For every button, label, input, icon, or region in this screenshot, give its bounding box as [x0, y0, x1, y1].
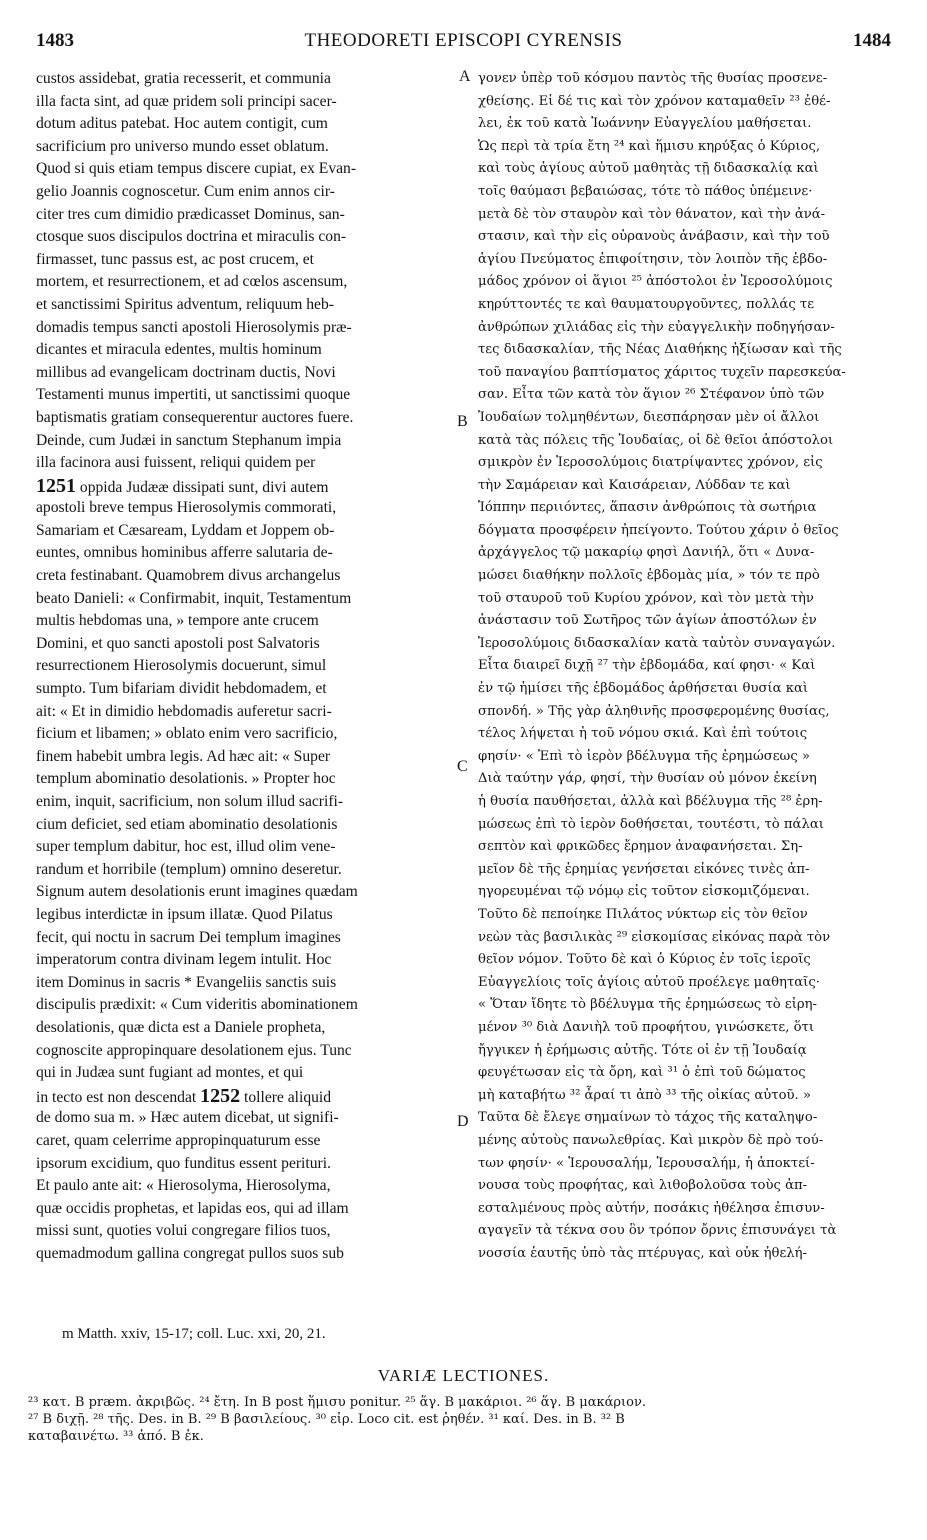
greek-column [478, 68, 892, 1265]
latin-line: sacrificium pro universo mundo esset oblatum. [36, 137, 329, 155]
page-number-left: 1483 [36, 30, 74, 51]
greek-line: Ὡς περὶ τὰ τρία ἔτη ²⁴ καὶ ἥμισυ κηρύξας ὁ Κύριος, [478, 138, 821, 154]
greek-line: καὶ τοὺς ἁγίους αὐτοῦ μαθητὰς τῇ διδασκαλίᾳ καὶ [478, 161, 819, 177]
greek-line: μώσει διαθήκην πολλοῖς ἑβδομὰς μία, » τόν τε πρὸ [478, 568, 820, 584]
greek-line: τες διδασκαλίαν, τῆς Νέας Διαθήκης ἠξίωσαν καὶ τῆς [478, 342, 842, 358]
greek-line: τὴν Σαμάρειαν καὶ Καισάρειαν, Λύδδαν τε καὶ [478, 477, 791, 493]
greek-line: Ἱεροσολύμοις διδασκαλίαν κατὰ ταὐτὸν συναγαγών. [478, 635, 836, 651]
greek-line: μώσεως ἐπὶ τὸ ἱερὸν δοθήσεται, τουτέστι, τὸ πάλαι [478, 816, 824, 832]
latin-line: Deinde, cum Judæi in sanctum Stephanum impia [36, 431, 342, 449]
greek-line: μὴ καταβήτω ³² ἆραί τι ἀπὸ ³³ τῆς οἰκίας αὐτοῦ. » [478, 1087, 812, 1103]
greek-line: νεὼν τὰς βασιλικὰς ²⁹ εἰσκομίσας εἰκόνας παρὰ τὸν [478, 929, 831, 945]
latin-line: Et paulo ante ait: « Hierosolyma, Hierosolyma, [36, 1177, 331, 1195]
variant-line: καταβαινέτω. ³³ ἀπό. B ἐκ. [28, 1429, 204, 1444]
latin-line: quemadmodum gallina congregat pullos suos sub [36, 1244, 344, 1262]
latin-line: super templum dabitur, hoc est, illud olim vene- [36, 838, 336, 856]
latin-line: firmasset, tunc passus est, ac post crucem, et [36, 250, 315, 268]
latin-line: in tecto est non descendat 1252 tollere aliquid [36, 1084, 332, 1107]
latin-line: desolationis, quæ dicta est a Daniele propheta, [36, 1018, 326, 1036]
latin-line: discipulis prædixit: « Cum videritis abominationem [36, 996, 358, 1014]
latin-line: ficium et libamen; » oblato enim vero sacrificio, [36, 725, 338, 743]
greek-line: κατὰ τὰς πόλεις τῆς Ἰουδαίας, οἱ δὲ θεῖοι ἀπόστολοι [478, 432, 834, 448]
latin-line: legibus interdictæ in ipsum illatæ. Quod Pilatus [36, 905, 333, 923]
scripture-footnote: m Matth. xxiv, 15-17; coll. Luc. xxi, 20, 21. [62, 1326, 326, 1342]
column-number: 1252 [200, 1084, 241, 1107]
latin-line: custos assidebat, gratia recesserit, et communia [36, 70, 331, 87]
greek-line: λει, ἐκ τοῦ κατὰ Ἰωάννην Εὐαγγελίου μαθήσεται. [478, 116, 812, 132]
latin-line: randum et horribile (templum) omnino deseretur. [36, 860, 342, 878]
latin-line: et sanctissimi Spiritus adventum, reliquum heb- [36, 295, 334, 313]
latin-line: baptismatis gratiam consequerentur auctores fuere. [36, 408, 354, 426]
page-header [30, 30, 897, 60]
greek-line: ἀνάστασιν τοῦ Σωτῆρος τῶν ἁγίων ἀποστόλων ἐν [478, 613, 817, 629]
greek-line: χθείσης. Εἰ δέ τις καὶ τὸν χρόνον καταμαθεῖν ²³ ἐθέ- [478, 93, 831, 109]
latin-line: Quod si quis etiam tempus discere cupiat, ex Evan- [36, 160, 357, 178]
running-title: THEODORETI EPISCOPI CYRENSIS [304, 30, 623, 51]
margin-marker-a: A [459, 68, 471, 85]
latin-line: 1251 oppida Judææ dissipati sunt, divi autem [36, 474, 329, 497]
greek-line: γονεν ὑπὲρ τοῦ κόσμου παντὸς τῆς θυσίας προσενε- [478, 71, 828, 86]
latin-line: mortem, et resurrectionem, et ad cœlos ascensum, [36, 273, 348, 291]
latin-line: creta festinabant. Quamobrem divus archangelus [36, 567, 341, 585]
greek-line: κηρύττοντές τε καὶ θαυματουργοῦντες, πολλάς τε [478, 296, 815, 312]
variae-lectiones-heading: VARIÆ LECTIONES. [377, 1366, 550, 1385]
greek-line: τοῦ παναγίου βαπτίσματος χάριτος τυχεῖν παρεσκεύα- [478, 364, 846, 380]
column-number: 1251 [36, 474, 76, 497]
greek-line: φευγέτωσαν εἰς τὰ ὄρη, καὶ ³¹ ὁ ἐπὶ τοῦ δώματος [478, 1065, 806, 1081]
latin-line: Domini, et quo sancti apostoli post Salvatoris [36, 634, 320, 652]
greek-line: ἡ θυσία παυθήσεται, ἀλλὰ καὶ βδέλυγμα τῆς ²⁸ ἐρη- [478, 794, 823, 809]
latin-line: sumpto. Tum bifariam dividit hebdomadem, et [36, 680, 327, 698]
latin-line: missi sunt, quoties volui congregare filios tuos, [36, 1222, 331, 1240]
latin-line: imperatorum contra divinam legem intulit. Hoc [36, 951, 332, 969]
latin-line: ait: « Et in dimidio hebdomadis auferetur sacri- [36, 702, 332, 720]
greek-line: θεῖον νόμον. Τοῦτο δὲ καὶ ὁ Κύριος ἐν τοῖς ἱεροῖς [478, 952, 811, 968]
greek-line: σμικρὸν ἐν Ἱεροσολύμοις διατρίψαντες χρόνον, εἰς [478, 455, 823, 471]
greek-line: μεῖον δὲ τῆς ἐρημίας γενήσεται εἰκόνες τινὲς ἀπ- [478, 861, 810, 877]
variant-line: ²³ κατ. B præm. ἀκριβῶς. ²⁴ ἔτη. In B post ἥμισυ ponitur. ²⁵ ἅγ. B μακάριοι. ²⁶ ἅγ. B μακάριον. [28, 1395, 647, 1410]
greek-line: σπονδή. » Τῆς γὰρ ἀληθινῆς προσφερομένης θυσίας, [478, 703, 830, 719]
latin-line: beato Danieli: « Confirmabit, inquit, Testamentum [36, 589, 352, 607]
greek-line: φησίν· « Ἐπὶ τὸ ἱερὸν βδέλυγμα τῆς ἐρημώσεως » [478, 748, 810, 764]
greek-line: δόγματα προσφέρειν ἠπείγοντο. Τούτου χάριν ὁ θεῖος [478, 522, 839, 538]
latin-line: ipsorum excidium, quo funditus essent perituri. [36, 1154, 331, 1172]
latin-line: de domo sua m. » Hæc autem dicebat, ut signifi- [36, 1109, 339, 1127]
greek-line: τοῖς θαύμασι βεβαιώσας, τότε τὸ πάθος ὑπέμεινε· [478, 183, 813, 199]
margin-marker-b: B [457, 413, 468, 430]
greek-line: ἐν τῷ ἡμίσει τῆς ἑβδομάδος ἀρθήσεται θυσία καὶ [478, 681, 809, 697]
greek-line: ἤγγικεν ἡ ἐρήμωσις αὐτῆς. Τότε οἱ ἐν τῇ Ἰουδαίᾳ [478, 1042, 807, 1058]
margin-marker-d: D [457, 1113, 469, 1130]
latin-line: fecit, qui noctu in sacrum Dei templum imagines [36, 928, 341, 946]
latin-column [36, 68, 459, 1265]
latin-line: Testamenti munus impertiti, ut sanctissimi quoque [36, 386, 351, 404]
greek-line: των φησίν· « Ἱερουσαλήμ, Ἱερουσαλήμ, ἡ ἀποκτεί- [478, 1155, 815, 1171]
greek-line: σεπτὸν καὶ φρικῶδες ἔρημον ἀναφανήσεται. Ση- [478, 839, 803, 855]
margin-marker-c: C [457, 758, 468, 775]
latin-line: enim, inquit, sacrificium, non solum illud sacrifi- [36, 793, 344, 810]
latin-line: millibus ad evangelicam doctrinam ductis, Novi [36, 363, 336, 381]
latin-line: multis hebdomas una, » tempore ante crucem [36, 612, 319, 630]
greek-line: Ταῦτα δὲ ἔλεγε σημαίνων τὸ τάχος τῆς καταληψο- [478, 1110, 818, 1126]
latin-line: cium deficiet, sed etiam abominatio desolationis [36, 815, 338, 833]
greek-line: Εἶτα διαιρεῖ διχῇ ²⁷ τὴν ἑβδομάδα, καί φησι· « Καὶ [478, 658, 816, 674]
latin-line: domadis tempus sancti apostoli Hierosolymis præ- [36, 318, 352, 336]
greek-line: Τοῦτο δὲ πεποίηκε Πιλάτος νύκτωρ εἰς τὸν θεῖον [478, 906, 808, 922]
latin-line: finem habebit umbra legis. Ad hæc ait: « Super [36, 747, 331, 765]
latin-line: apostoli breve tempus Hierosolymis commorati, [36, 499, 337, 517]
variant-readings [28, 1394, 898, 1445]
greek-line: νοσσία ἑαυτῆς ὑπὸ τὰς πτέρυγας, καὶ οὐκ ἠθελή- [478, 1245, 808, 1261]
latin-line: euntes, omnibus hominibus afferre salutaria de- [36, 544, 333, 562]
greek-line: ἀρχάγγελος τῷ μακαρίῳ φησὶ Δανιήλ, ὅτι « Δυνα- [478, 545, 815, 561]
greek-line: σαν. Εἶτα τῶν κατὰ τὸν ἅγιον ²⁶ Στέφανον ὑπὸ τῶν [478, 387, 825, 403]
greek-line: μένον ³⁰ διὰ Δανιὴλ τοῦ προφήτου, γινώσκετε, ὅτι [478, 1019, 814, 1035]
greek-line: αγαγεῖν τὰ τέκνα σου ὃν τρόπον ὄρνις ἐπισυνάγει τὰ [478, 1223, 837, 1239]
latin-line: Signum autem desolationis erunt imagines quædam [36, 883, 358, 901]
greek-line: τοῦ σταυροῦ τοῦ Κυρίου χρόνον, καὶ τὸν μετὰ τὴν [478, 590, 814, 606]
page-number-right: 1484 [853, 30, 891, 51]
greek-line: Διὰ ταύτην γάρ, φησί, τὴν θυσίαν οὐ μόνον ἐκείνη [478, 771, 817, 787]
latin-line: qui in Judæa sunt fugiant ad montes, et qui [36, 1064, 304, 1082]
variant-line: ²⁷ B διχῇ. ²⁸ τῆς. Des. in B. ²⁹ B βασιλείους. ³⁰ εἰρ. Loco cit. est ῥηθέν. ³¹ καί. Des. in B. ³² B [28, 1412, 625, 1427]
greek-line: Ἰόππην περιιόντες, ἅπασιν ἀνθρώποις τὰ σωτήρια [478, 500, 817, 516]
latin-line: resurrectionem Hierosolymis docuerunt, simul [36, 657, 327, 675]
greek-line: ἁγίου Πνεύματος ἐπιφοίτησιν, τὸν λοιπὸν τῆς ἑβδο- [478, 251, 828, 267]
greek-line: μετὰ δὲ τὸν σταυρὸν καὶ τὸν θάνατον, καὶ τὴν ἀνά- [478, 206, 826, 222]
greek-line: ἀνθρώπων χιλιάδας εἰς τὴν εὐαγγελικὴν ποδηγήσαν- [478, 319, 835, 335]
greek-line: μάδος χρόνον οἱ ἅγιοι ²⁵ ἀπόστολοι ἐν Ἱεροσολύμοις [478, 274, 833, 290]
latin-line: illa facta sint, ad quæ pridem soli principi sacer- [36, 92, 337, 110]
latin-line: gelio Joannis cognoscetur. Cum enim annos cir- [36, 182, 335, 200]
latin-line: citer tres cum dimidio prædicasset Dominus, san- [36, 205, 345, 223]
greek-line: νουσα τοὺς προφήτας, καὶ λιθοβολοῦσα τοὺς ἀπ- [478, 1178, 808, 1194]
latin-line: illa facinora ausi fuissent, reliqui quidem per [36, 454, 316, 472]
latin-line: quæ occidis prophetas, et lapidas eos, qui ad illam [36, 1199, 349, 1217]
latin-line: dotum aditus patebat. Hoc autem contigit, cum [36, 115, 328, 133]
latin-line: dicantes et miracula edentes, multis hominum [36, 341, 322, 359]
greek-line: στασιν, καὶ τὴν εἰς οὐρανοὺς ἀνάβασιν, καὶ τὴν τοῦ [478, 229, 830, 245]
latin-line: cognoscite appropinquare desolationem ejus. Tunc [36, 1041, 352, 1059]
latin-line: Samariam et Cæsaream, Lyddam et Joppem ob- [36, 521, 335, 539]
greek-line: μένης αὐτοὺς πανωλεθρίας. Καὶ μικρὸν δὲ πρὸ τού- [478, 1132, 824, 1148]
greek-line: Ἰουδαίων τολμηθέντων, διεσπάρησαν μὲν οἱ ἄλλοι [478, 409, 820, 425]
latin-line: ctosque suos discipulos doctrina et miraculis con- [36, 228, 347, 246]
latin-line: templum abominatio desolationis. » Propter hoc [36, 770, 336, 788]
greek-line: τέλος λήψεται ἡ τοῦ νόμου σκιά. Καὶ ἐπὶ τούτοις [478, 726, 808, 742]
latin-line: caret, quam celerrime appropinquaturum esse [36, 1131, 321, 1149]
greek-line: « Ὅταν ἴδητε τὸ βδέλυγμα τῆς ἐρημώσεως τὸ εἰρη- [478, 997, 817, 1013]
latin-line: item Dominus in sacris * Evangeliis sanctis suis [36, 973, 337, 991]
greek-line: ηγορευμέναι τῷ νόμῳ εἰς τοῦτον εἰσκομιζόμεναι. [478, 884, 810, 900]
greek-line: Εὐαγγελίοις τοῖς ἁγίοις αὐτοῦ προέλεγε μαθηταῖς· [478, 974, 820, 990]
greek-line: εσταλμένους πρὸς αὐτήν, ποσάκις ἠθέλησα ἐπισυν- [478, 1200, 825, 1216]
